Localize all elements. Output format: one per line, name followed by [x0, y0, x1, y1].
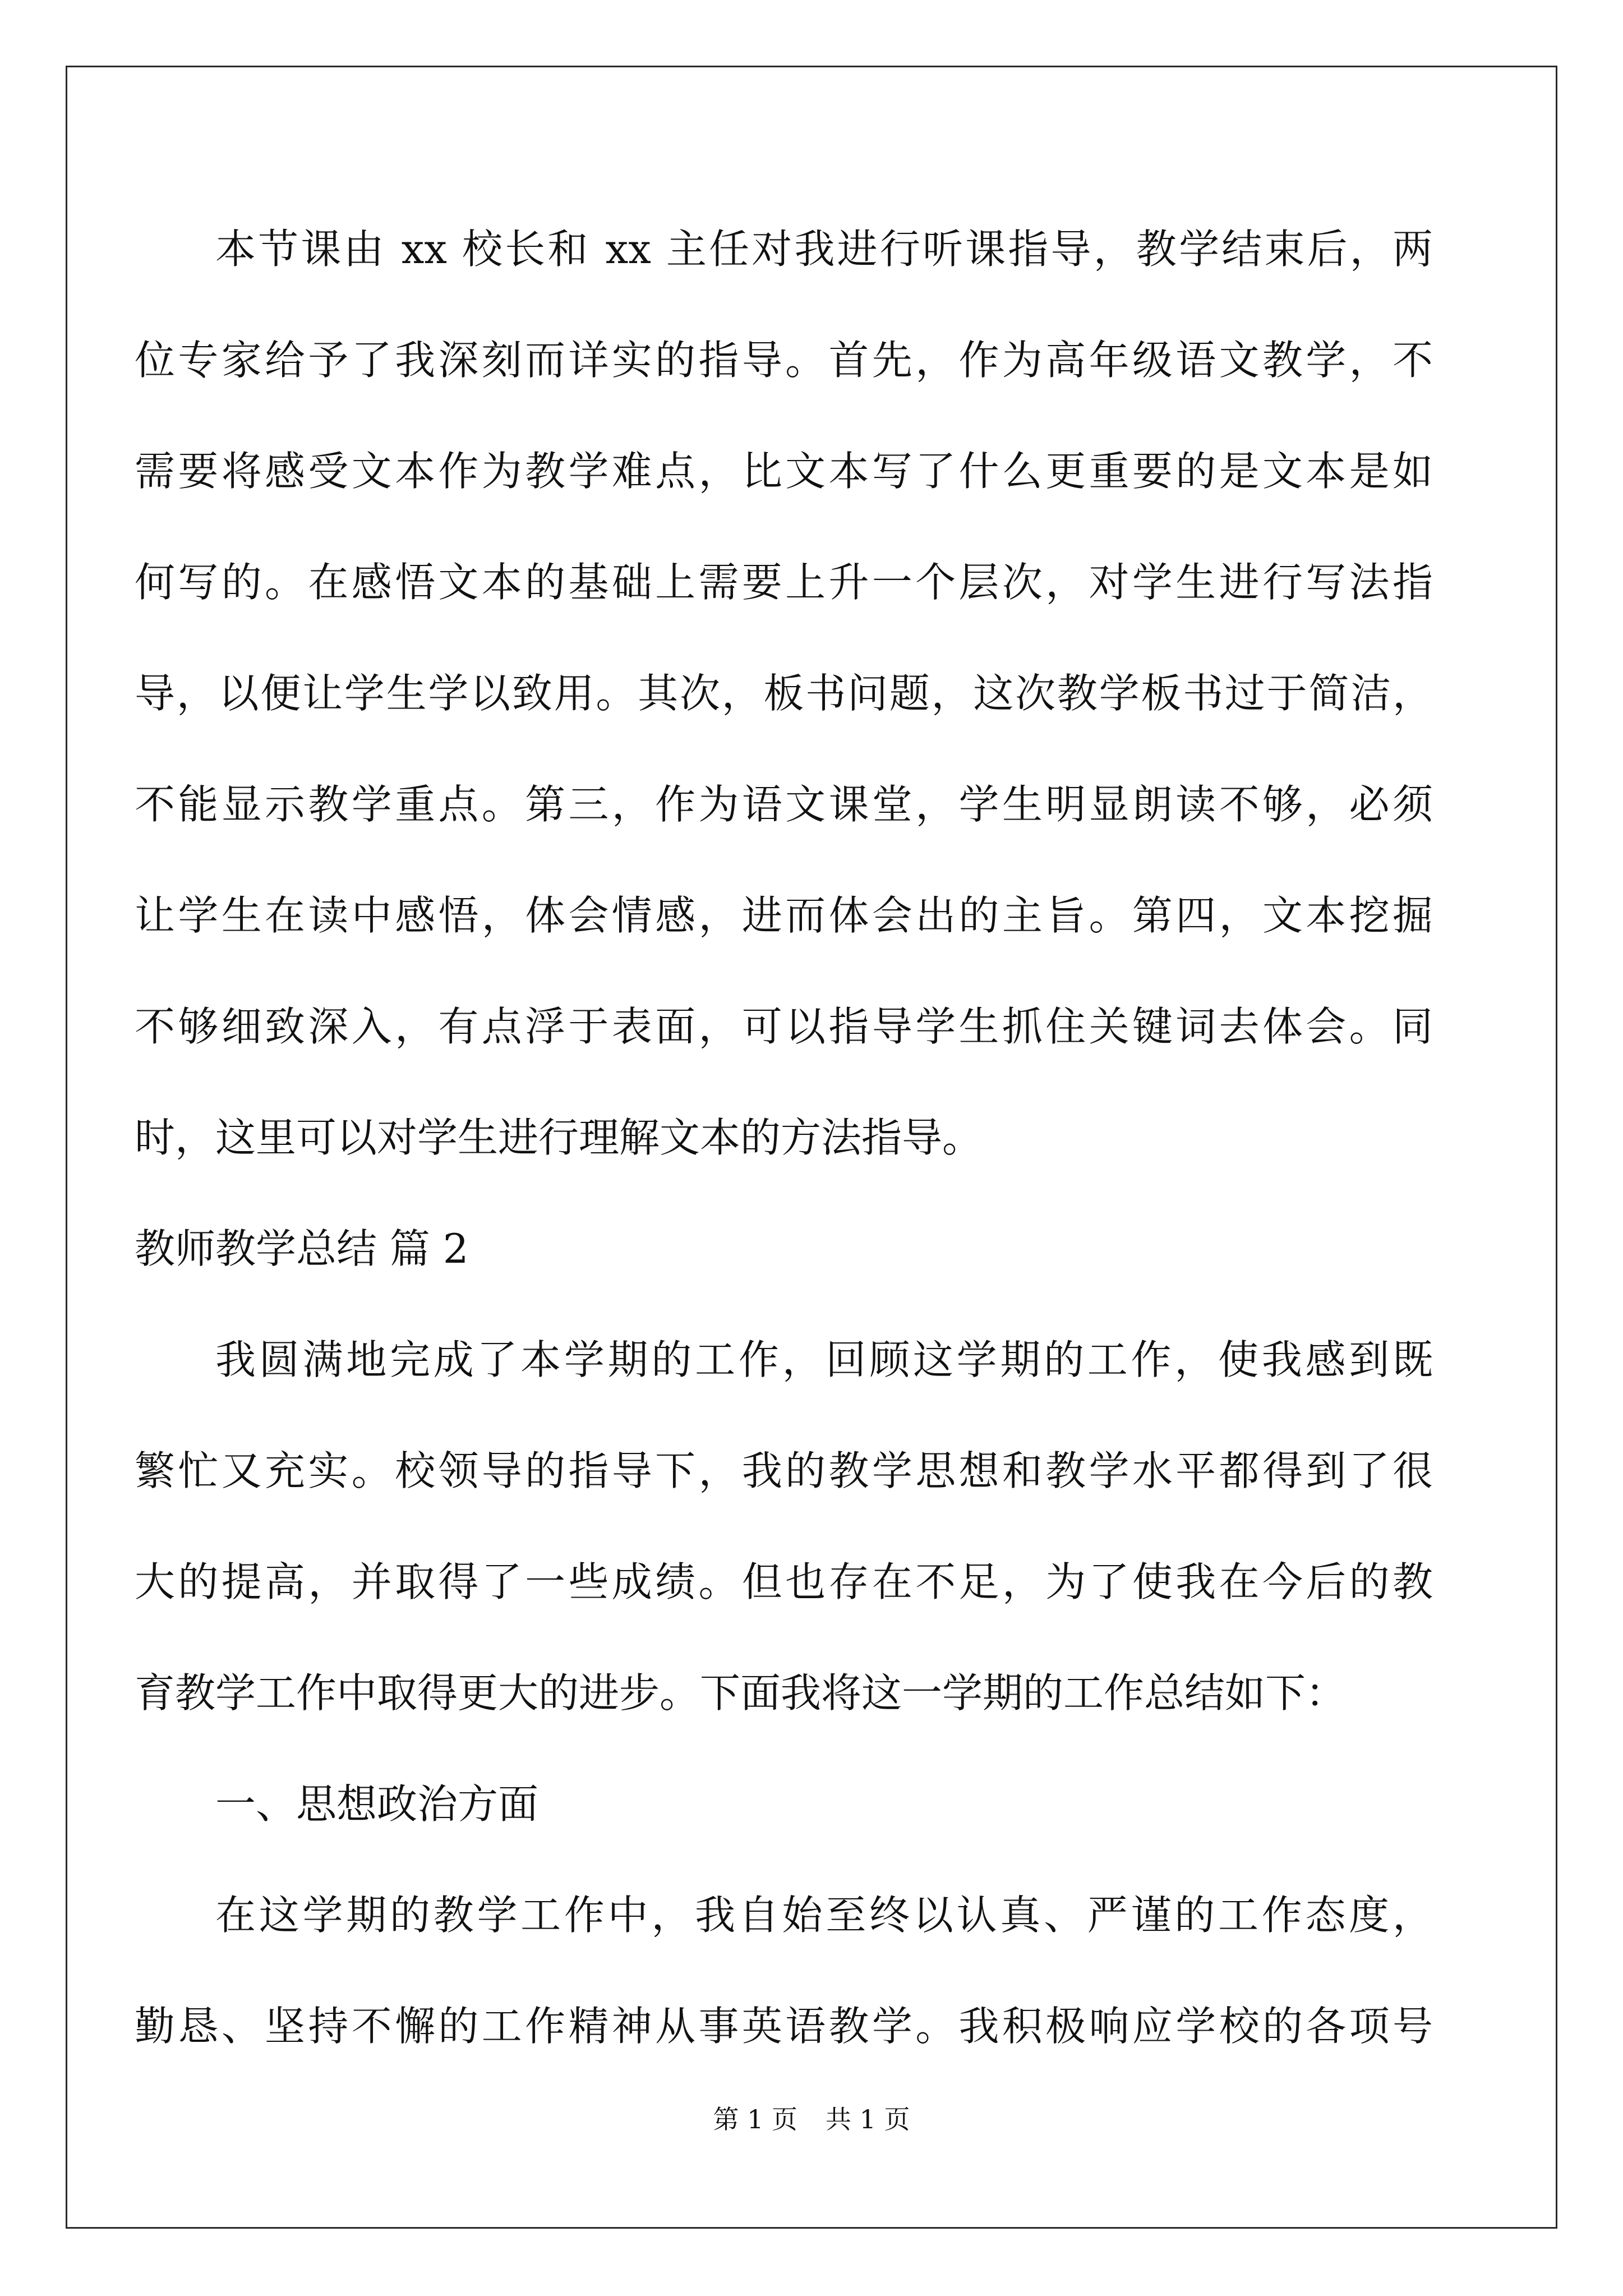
- paragraph-1-line: 时，这里可以对学生进行理解文本的方法指导。: [135, 1114, 983, 1161]
- paragraph-2-line: 繁忙又充实。校领导的指导下，我的教学思想和教学水平都得到了很: [135, 1447, 1433, 1494]
- page-number: 第 1 页: [713, 2104, 797, 2134]
- page-footer: [0, 2102, 1623, 2136]
- paragraph-1-line: 不够细致深入，有点浮于表面，可以指导学生抓住关键词去体会。同: [135, 1003, 1433, 1050]
- paragraph-2-line: 我圆满地完成了本学期的工作，回顾这学期的工作，使我感到既: [215, 1336, 1433, 1383]
- paragraph-3-line: 勤恳、坚持不懈的工作精神从事英语教学。我积极响应学校的各项号: [135, 2003, 1433, 2050]
- paragraph-1-line: 让学生在读中感悟，体会情感，进而体会出的主旨。第四，文本挖掘: [135, 892, 1433, 939]
- page-total: 共 1 页: [826, 2104, 910, 2134]
- paragraph-2-line: 育教学工作中取得更大的进步。下面我将这一学期的工作总结如下：: [135, 1669, 1347, 1717]
- paragraph-1-line: 位专家给予了我深刻而详实的指导。首先，作为高年级语文教学，不: [135, 337, 1433, 384]
- subheading: 一、思想政治方面: [215, 1780, 539, 1828]
- paragraph-2-line: 大的提高，并取得了一些成绩。但也存在不足，为了使我在今后的教: [135, 1558, 1433, 1605]
- paragraph-3-line: 在这学期的教学工作中，我自始至终以认真、严谨的工作态度，: [215, 1892, 1433, 1939]
- document-body: [135, 194, 1433, 2082]
- paragraph-1-line: 需要将感受文本作为教学难点，比文本写了什么更重要的是文本是如: [135, 448, 1433, 495]
- paragraph-1-line: 导，以便让学生学以致用。其次，板书问题，这次教学板书过于简洁，: [135, 670, 1433, 717]
- paragraph-1-line: 何写的。在感悟文本的基础上需要上升一个层次，对学生进行写法指: [135, 559, 1433, 606]
- paragraph-1-line: 本节课由 xx 校长和 xx 主任对我进行听课指导，教学结束后，两: [215, 226, 1433, 273]
- section-title: 教师教学总结 篇 2: [135, 1225, 469, 1272]
- paragraph-1-line: 不能显示教学重点。第三，作为语文课堂，学生明显朗读不够，必须: [135, 781, 1433, 828]
